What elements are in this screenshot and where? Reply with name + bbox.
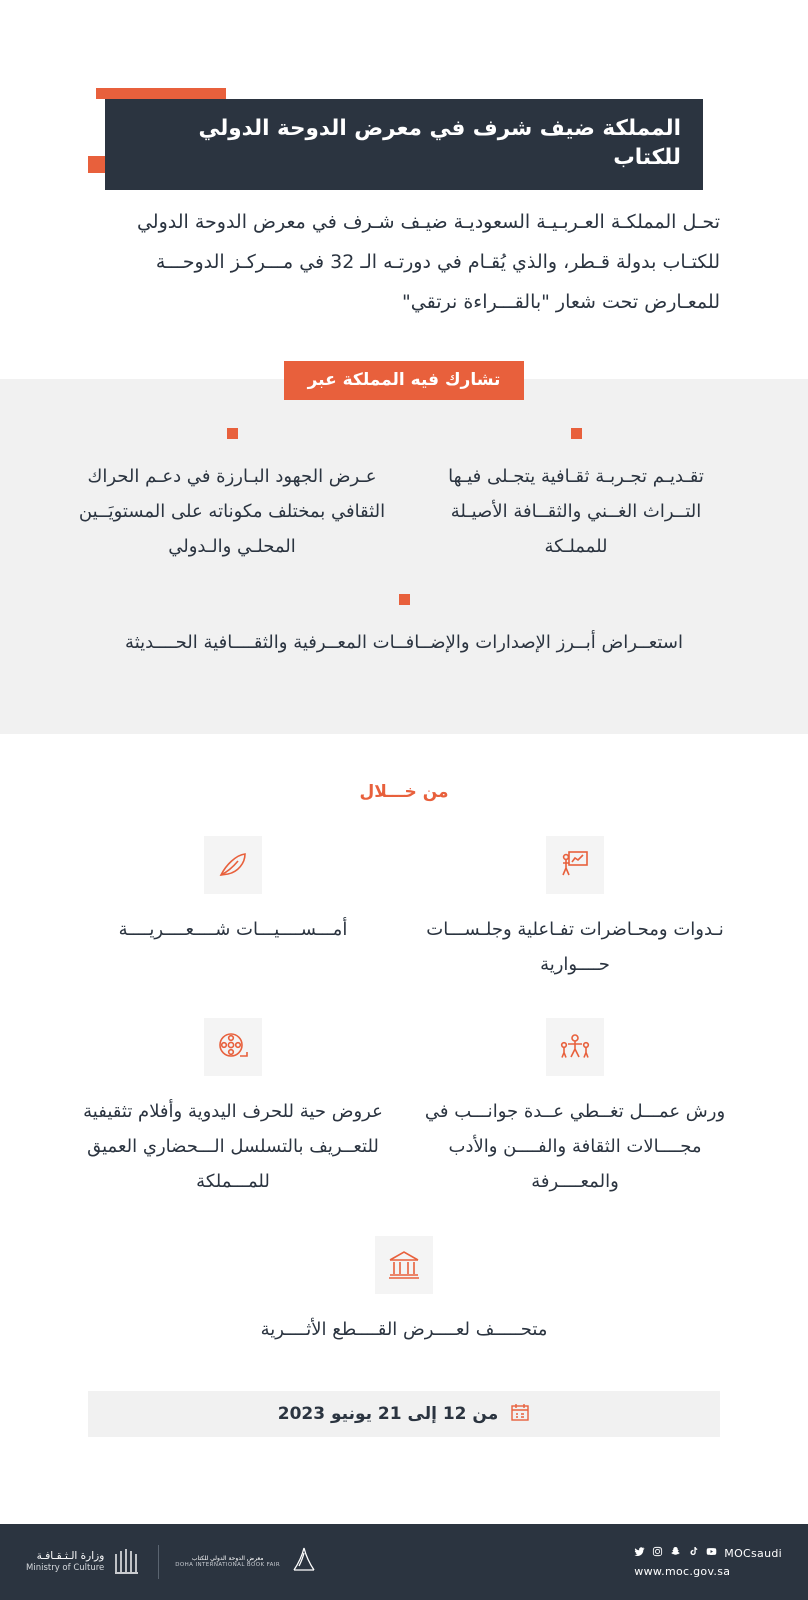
social-handle: MOCsaudi: [724, 1546, 782, 1560]
twitter-icon[interactable]: [634, 1546, 645, 1560]
book-fair-logo-text: [175, 1555, 280, 1569]
participation-item-text: عـرض الجهود البـارزة في دعـم الحراك الثقافي بمختلف مكوناته على المستويَــين المحلـي والـدولي: [78, 465, 386, 557]
date-bar: [88, 1391, 720, 1437]
header: [0, 0, 808, 185]
via-item: [62, 1018, 404, 1199]
participation-item: [404, 428, 748, 564]
participation-item-text: استعــراض أبــرز الإصدارات والإضــافــات المعــرفية والثقــــافية الحــــديثة: [125, 631, 683, 653]
museum-building-icon: [375, 1236, 433, 1294]
poetry-quill-icon: [204, 836, 262, 894]
social-icon-row: [634, 1546, 782, 1560]
accent-bar-top: [96, 88, 226, 99]
ministry-name-en: Ministry of Culture: [26, 1563, 105, 1574]
snapchat-icon[interactable]: [670, 1546, 681, 1560]
participation-grid: [0, 418, 808, 690]
square-bullet-icon: [399, 594, 410, 605]
via-item-text: ورش عمـــل تغــطي عــدة جوانـــب في مجــــالات الثقافة والفــــن والأدب والمعــــرفة: [424, 1101, 726, 1193]
logo-divider: [158, 1545, 159, 1579]
footer-logos: [26, 1544, 318, 1580]
via-item-text: أمـــســــيـــات شــــعــــريــــة: [118, 919, 348, 941]
book-fair-mark-icon: [288, 1544, 318, 1580]
square-bullet-icon: [227, 428, 238, 439]
workshop-people-icon: [546, 1018, 604, 1076]
footer-social: [634, 1546, 782, 1578]
calendar-icon: [510, 1402, 530, 1426]
ministry-name-ar: وزارة الـثـقـافـة: [36, 1550, 105, 1563]
participation-item: [60, 428, 404, 564]
via-item: [62, 836, 404, 982]
ministry-logo: [26, 1544, 142, 1580]
participation-item: [60, 594, 748, 660]
via-item-text: عروض حية للحرف اليدوية وأفلام تثقيفية للتعــريف بالتسلسل الـــحضاري العميق للمـــملكة: [83, 1101, 383, 1193]
via-item: [62, 1236, 746, 1347]
via-section-title: من خـــلال: [359, 782, 449, 803]
title-banner: [105, 99, 703, 190]
via-item-text: نـدوات ومحـاضرات تفـاعلية وجلـســـات حــــوارية: [426, 919, 724, 976]
event-date: من 12 إلى 21 يونيو 2023: [277, 1403, 499, 1424]
via-item: [404, 1018, 746, 1199]
book-fair-logo: [175, 1544, 318, 1580]
participation-section: [0, 369, 808, 734]
book-fair-logo-en: DOHA INTERNATIONAL BOOK FAIR: [175, 1562, 281, 1569]
film-reel-icon: [204, 1018, 262, 1076]
book-fair-logo-ar: معرض الدوحة الدولي للكتاب: [191, 1555, 264, 1563]
website-url: www.moc.gov.sa: [634, 1565, 731, 1578]
via-grid: [0, 836, 808, 1383]
presentation-lecture-icon: [546, 836, 604, 894]
participation-item-text: تقـديـم تجـربـة ثقـافية يتجـلى فيـها التــراث الغــني والثقــافة الأصيـلة للمملـكة: [448, 465, 704, 557]
square-bullet-icon: [571, 428, 582, 439]
via-item: [404, 836, 746, 982]
via-item-text: متحـــــف لعــــرض القــــطع الأثــــرية: [260, 1318, 548, 1340]
participation-title: تشارك فيه المملكة عبر: [284, 361, 524, 400]
ministry-mark-icon: [112, 1544, 142, 1580]
ministry-logo-text: [26, 1550, 104, 1574]
page-title: المملكة ضيف شرف في معرض الدوحة الدولي للكتاب: [198, 116, 681, 171]
youtube-icon[interactable]: [706, 1546, 717, 1560]
instagram-icon[interactable]: [652, 1546, 663, 1560]
footer: [0, 1524, 808, 1600]
intro-paragraph: تحـل المملكـة العـربـيـة السعوديـة ضيـف شـرف في معرض الدوحة الدولي للكتـاب بدولة قـطر، والذي يُقـام في دورتـه الـ 32 في مـــركـز الدوحـــة للمعـارض تحت شعار "بالقـــراءة نرتقي": [136, 211, 720, 313]
tiktok-icon[interactable]: [688, 1546, 699, 1560]
